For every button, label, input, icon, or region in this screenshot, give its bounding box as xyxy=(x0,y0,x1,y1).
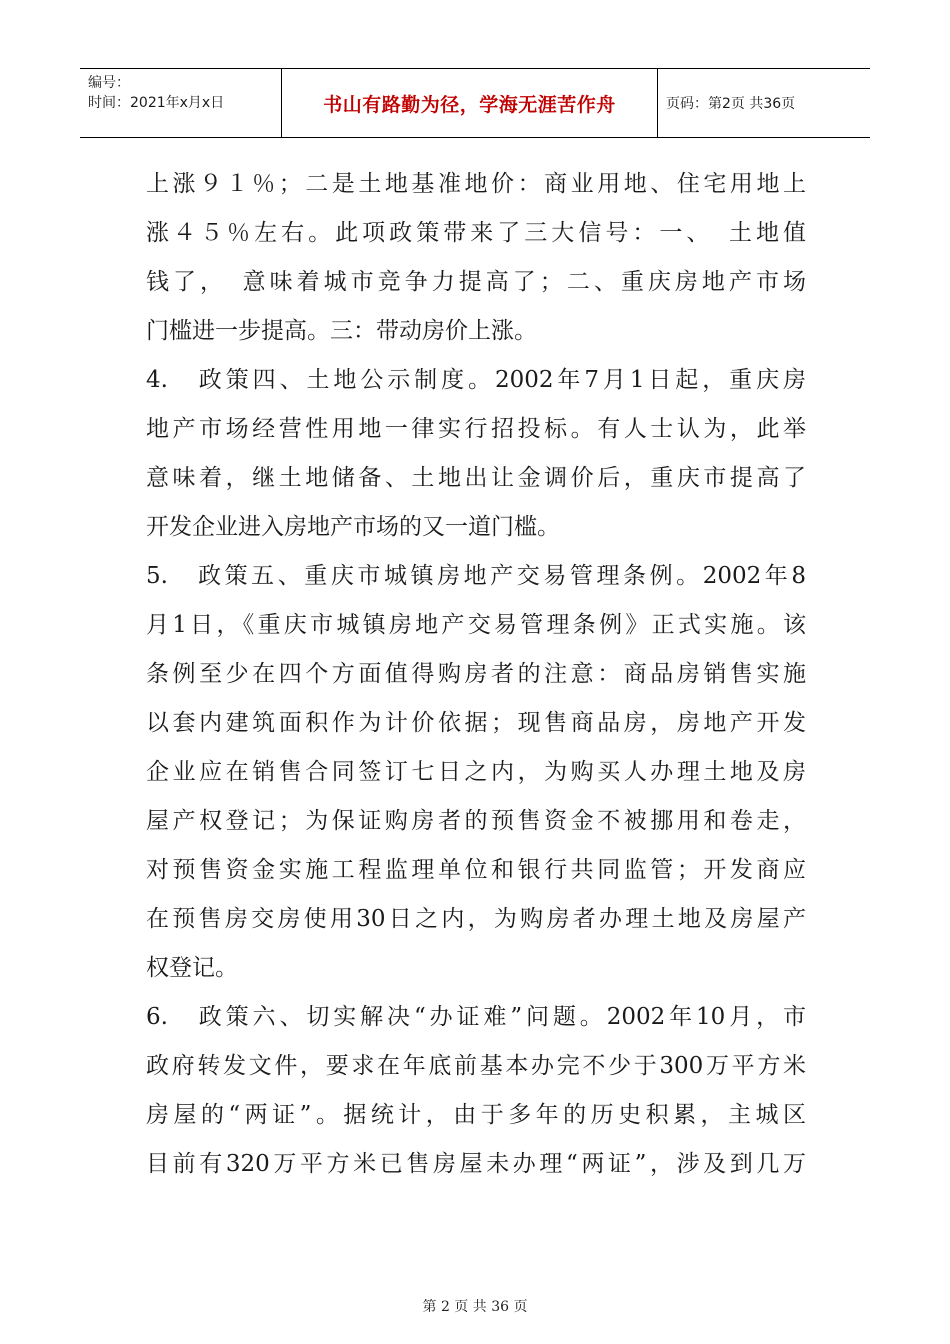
text-line: 开发企业进入房地产市场的又一道门槛。 xyxy=(146,514,560,540)
text-line: 权登记。 xyxy=(146,955,238,981)
text-line: 屋产权登记；为保证购房者的预售资金不被挪用和卷走， xyxy=(146,808,806,834)
text-line: 钱了， 意味着城市竞争力提高了；二、重庆房地产市场 xyxy=(146,269,806,295)
header-page-info: 页码：第2页 共36页 xyxy=(666,96,796,112)
header-motto-cell xyxy=(282,69,658,137)
text-line: 涨４５％左右。此项政策带来了三大信号：一、 土地值 xyxy=(146,220,806,246)
text-line: 上涨９１％；二是土地基准地价：商业用地、住宅用地上 xyxy=(146,171,806,197)
page-footer: 第 2 页 共 36 页 xyxy=(422,1299,528,1315)
text-line: 5. 政策五、重庆市城镇房地产交易管理条例。2002年8 xyxy=(146,563,806,589)
text-line: 6. 政策六、切实解决“办证难”问题。2002年10月，市 xyxy=(146,1004,806,1030)
text-line: 月1日，《重庆市城镇房地产交易管理条例》正式实施。该 xyxy=(146,612,806,638)
text-line: 目前有320万平方米已售房屋未办理“两证”，涉及到几万 xyxy=(146,1151,806,1177)
text-line: 地产市场经营性用地一律实行招投标。有人士认为，此举 xyxy=(146,416,806,442)
document-body xyxy=(146,160,806,1189)
text-line: 对预售资金实施工程监理单位和银行共同监管；开发商应 xyxy=(146,857,806,883)
text-line: 政府转发文件，要求在年底前基本办完不少于300万平方米 xyxy=(146,1053,806,1079)
header-motto: 书山有路勤为径，学海无涯苦作舟 xyxy=(323,93,616,116)
text-line: 门槛进一步提高。三：带动房价上涨。 xyxy=(146,318,537,344)
text-line: 条例至少在四个方面值得购房者的注意：商品房销售实施 xyxy=(146,661,806,687)
text-line: 企业应在销售合同签订七日之内，为购买人办理土地及房 xyxy=(146,759,806,785)
text-line: 在预售房交房使用30日之内，为购房者办理土地及房屋产 xyxy=(146,906,806,932)
document-time: 时间：2021年x月x日 xyxy=(88,95,225,111)
text-line: 房屋的“两证”。据统计，由于多年的历史积累，主城区 xyxy=(146,1102,806,1128)
document-number: 编号： xyxy=(88,75,130,91)
header-meta xyxy=(80,69,282,137)
text-line: 以套内建筑面积作为计价依据；现售商品房，房地产开发 xyxy=(146,710,806,736)
page-header xyxy=(80,68,870,138)
text-line: 4. 政策四、土地公示制度。2002年7月1日起，重庆房 xyxy=(146,367,806,393)
text-line: 意味着，继土地储备、土地出让金调价后，重庆市提高了 xyxy=(146,465,806,491)
